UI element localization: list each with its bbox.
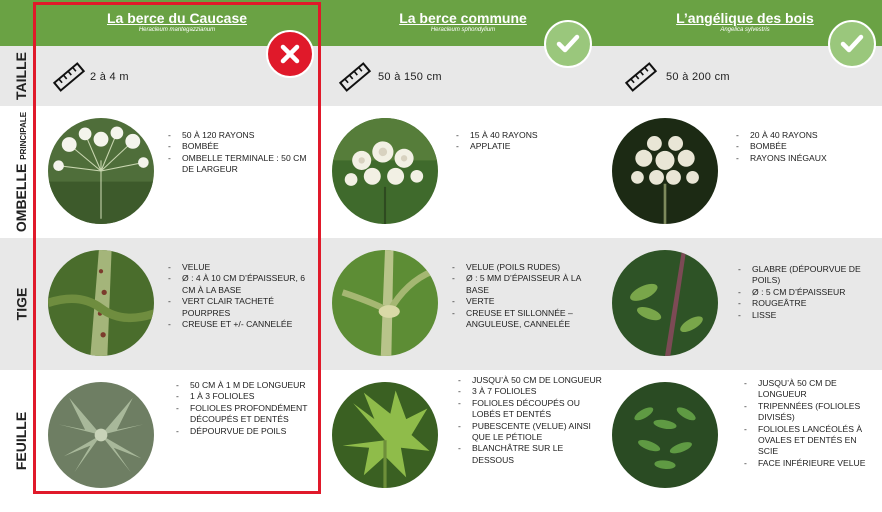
- list-item: - BOMBÉE: [168, 141, 310, 152]
- list-item: - BLANCHÂTRE SUR LE DESSOUS: [458, 443, 604, 466]
- list-item: - 50 À 120 RAYONS: [168, 130, 310, 141]
- list-item: - FOLIOLES DÉCOUPÉS OU LOBÉS ET DENTÉS: [458, 398, 604, 421]
- list-item: - CREUSE ET +/- CANNELÉE: [168, 319, 316, 330]
- feuille-list-berce-commune: [458, 375, 604, 466]
- list-item: - RAYONS INÉGAUX: [736, 153, 876, 164]
- ruler-icon: [624, 60, 658, 94]
- list-item: - TRIPENNÉES (FOLIOLES DIVISÉS): [744, 401, 878, 424]
- row-label-feuille: FEUILLE: [13, 411, 29, 471]
- photo-ombelle-berce-commune: [332, 118, 438, 224]
- checkmark-icon: [828, 20, 876, 68]
- ombelle-list-berce-caucase: [168, 130, 310, 176]
- photo-feuille-angelique: [612, 382, 718, 488]
- photo-tige-berce-caucase: [48, 250, 154, 356]
- list-item: - 50 CM À 1 M DE LONGUEUR: [176, 380, 314, 391]
- list-item: - FACE INFÉRIEURE VELUE: [744, 458, 878, 469]
- column-latin-name: Angelica sylvestris: [720, 27, 770, 33]
- feuille-list-berce-caucase: [176, 380, 314, 437]
- photo-tige-angelique: [612, 250, 718, 356]
- list-item: - OMBELLE TERMINALE : 50 CM DE LARGEUR: [168, 153, 310, 176]
- list-item: - JUSQU’À 50 CM DE LONGUEUR: [458, 375, 604, 386]
- list-item: - GLABRE (DÉPOURVUE DE POILS): [738, 264, 876, 287]
- column-latin-name: Heracleum sphondylium: [430, 27, 496, 33]
- cross-icon: [266, 30, 314, 78]
- column-title: L’angélique des bois: [676, 10, 814, 26]
- list-item: - VELUE (POILS RUDES): [452, 262, 600, 273]
- list-item: - 15 À 40 RAYONS: [456, 130, 596, 141]
- photo-ombelle-berce-caucase: [48, 118, 154, 224]
- list-item: - VELUE: [168, 262, 316, 273]
- row-label-ombelle: OMBELLE PRINCIPALE: [13, 111, 30, 233]
- checkmark-icon: [544, 20, 592, 68]
- list-item: - CREUSE ET SILLONNÉE – ANGULEUSE, CANNELÉE: [452, 308, 600, 331]
- ruler-icon: [338, 60, 372, 94]
- list-item: - Ø : 5 MM D’ÉPAISSEUR À LA BASE: [452, 273, 600, 296]
- ombelle-list-angelique: [736, 130, 876, 164]
- photo-ombelle-angelique: [612, 118, 718, 224]
- list-item: - LISSE: [738, 310, 876, 321]
- column-latin-name: Heracleum mantegazzianum: [138, 27, 216, 33]
- list-item: - BOMBÉE: [736, 141, 876, 152]
- list-item: - VERT CLAIR TACHETÉ POURPRES: [168, 296, 316, 319]
- tige-list-angelique: [738, 264, 876, 321]
- ombelle-list-berce-commune: [456, 130, 596, 153]
- taille-value: 2 à 4 m: [90, 71, 129, 83]
- taille-value: 50 à 150 cm: [378, 71, 442, 83]
- feuille-list-angelique: [744, 378, 878, 469]
- list-item: - Ø : 4 À 10 CM D’ÉPAISSEUR, 6 CM À LA BASE: [168, 273, 316, 296]
- photo-feuille-berce-caucase: [48, 382, 154, 488]
- list-item: - Ø : 5 CM D’ÉPAISSEUR: [738, 287, 876, 298]
- list-item: - FOLIOLES PROFONDÉMENT DÉCOUPÉS ET DENTÉS: [176, 403, 314, 426]
- list-item: - ROUGEÂTRE: [738, 298, 876, 309]
- list-item: - 1 À 3 FOLIOLES: [176, 391, 314, 402]
- list-item: - 3 À 7 FOLIOLES: [458, 386, 604, 397]
- list-item: - APPLATIE: [456, 141, 596, 152]
- tige-list-berce-commune: [452, 262, 600, 330]
- list-item: - JUSQU’À 50 CM DE LONGUEUR: [744, 378, 878, 401]
- row-label-taille: TAILLE: [13, 52, 29, 100]
- list-item: - PUBESCENTE (VELUE) AINSI QUE LE PÉTIOLE: [458, 421, 604, 444]
- list-item: - 20 À 40 RAYONS: [736, 130, 876, 141]
- photo-feuille-berce-commune: [332, 382, 438, 488]
- list-item: - FOLIOLES LANCÉOLÉS À OVALES ET DENTÉS EN SCIE: [744, 424, 878, 458]
- list-item: - VERTE: [452, 296, 600, 307]
- ruler-icon: [52, 60, 86, 94]
- taille-value: 50 à 200 cm: [666, 71, 730, 83]
- column-title: La berce du Caucase: [106, 10, 248, 26]
- column-title: La berce commune: [399, 10, 527, 26]
- row-label-tige: TIGE: [13, 287, 30, 321]
- list-item: - DÉPOURVUE DE POILS: [176, 426, 314, 437]
- photo-tige-berce-commune: [332, 250, 438, 356]
- tige-list-berce-caucase: [168, 262, 316, 330]
